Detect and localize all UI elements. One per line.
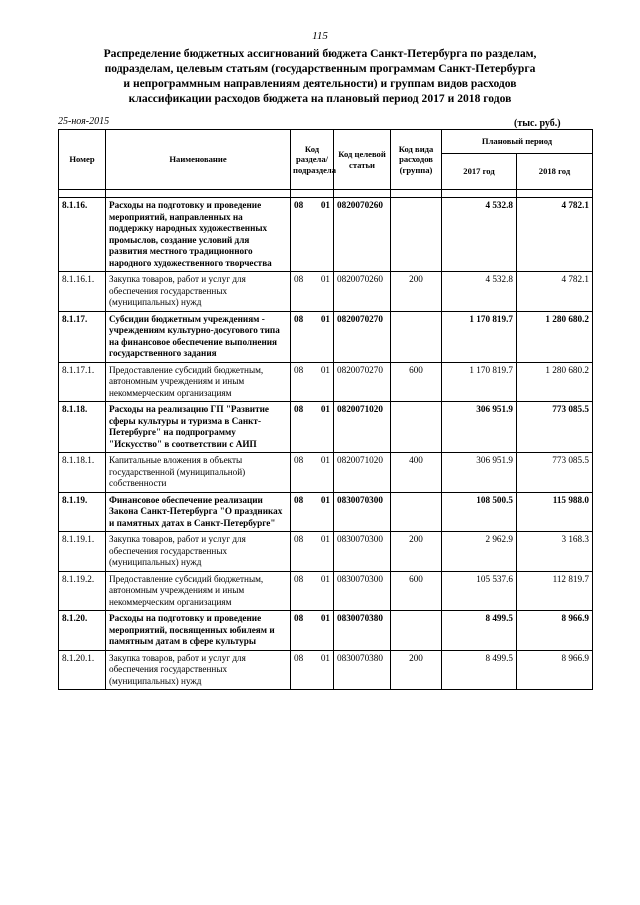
row-number: 8.1.18.1. <box>59 453 106 493</box>
header-section: Код раздела/ подраздела <box>291 130 334 190</box>
section-code: 08 <box>294 613 304 623</box>
row-2018: 4 782.1 <box>517 272 593 312</box>
header-type: Код вида расходов (группа) <box>391 130 442 190</box>
header-planned-period: Плановый период <box>442 130 593 154</box>
row-type: 200 <box>391 650 442 690</box>
row-type: 600 <box>391 362 442 402</box>
row-article: 0820071020 <box>334 402 391 453</box>
header-article: Код целевой статьи <box>334 130 391 190</box>
row-2017: 108 500.5 <box>442 492 517 532</box>
section-code: 08 <box>294 534 304 544</box>
row-name: Финансовое обеспечение реализации Закона Санкт-Петербурга "О праздниках и памятных датах в Санкт-Петербурге" <box>106 492 291 532</box>
row-section <box>291 272 334 312</box>
row-section <box>291 571 334 611</box>
row-name: Расходы на подготовку и проведение мероприятий, посвященных юбилеям и памятным датам в сфере культуры <box>106 611 291 651</box>
section-code: 08 <box>294 200 304 210</box>
header-2017: 2017 год <box>442 154 517 190</box>
table-row <box>59 532 593 572</box>
table-row <box>59 311 593 362</box>
section-code: 08 <box>294 455 304 465</box>
header-spacer <box>59 190 593 198</box>
row-type: 200 <box>391 532 442 572</box>
row-section <box>291 198 334 272</box>
row-section <box>291 492 334 532</box>
table-row <box>59 362 593 402</box>
units-label: (тыс. руб.) <box>514 118 561 129</box>
table-header <box>59 130 593 198</box>
table-row <box>59 611 593 651</box>
page-number: 115 <box>312 30 328 42</box>
budget-table <box>58 129 593 690</box>
row-2017: 1 170 819.7 <box>442 311 517 362</box>
row-article: 0820070260 <box>334 198 391 272</box>
title-line: классификации расходов бюджета на плановый период 2017 и 2018 годов <box>128 92 512 105</box>
row-name: Закупка товаров, работ и услуг для обеспечения государственных (муниципальных) нужд <box>106 272 291 312</box>
table-row <box>59 402 593 453</box>
row-2018: 115 988.0 <box>517 492 593 532</box>
section-code: 08 <box>294 274 304 284</box>
row-article: 0830070380 <box>334 611 391 651</box>
title-line: и непрограммным направлениям деятельности) и группам видов расходов <box>123 77 517 90</box>
row-article: 0820070270 <box>334 311 391 362</box>
row-type <box>391 402 442 453</box>
row-2018: 8 966.9 <box>517 611 593 651</box>
table-row <box>59 453 593 493</box>
row-section <box>291 311 334 362</box>
section-code: 08 <box>294 573 304 584</box>
header-2018: 2018 год <box>517 154 593 190</box>
table-row <box>59 272 593 312</box>
subsection-code: 01 <box>320 313 330 324</box>
row-number: 8.1.19. <box>59 492 106 532</box>
table-row <box>59 650 593 690</box>
section-code: 08 <box>294 652 304 663</box>
row-name: Предоставление субсидий бюджетным, автономным учреждениям и иным некоммерческим организациям <box>106 362 291 402</box>
row-number: 8.1.16. <box>59 198 106 272</box>
header-name: Наименование <box>106 130 291 190</box>
subsection-code: 01 <box>320 274 330 284</box>
row-2018: 8 966.9 <box>517 650 593 690</box>
row-name: Предоставление субсидий бюджетным, автономным учреждениям и иным некоммерческим организациям <box>106 571 291 611</box>
row-name: Закупка товаров, работ и услуг для обеспечения государственных (муниципальных) нужд <box>106 650 291 690</box>
row-2018: 773 085.5 <box>517 402 593 453</box>
row-2018: 1 280 680.2 <box>517 362 593 402</box>
row-2017: 105 537.6 <box>442 571 517 611</box>
row-2018: 4 782.1 <box>517 198 593 272</box>
row-name: Капитальные вложения в объекты государственной (муниципальной) собственности <box>106 453 291 493</box>
row-article: 0830070300 <box>334 532 391 572</box>
row-article: 0820070260 <box>334 272 391 312</box>
row-article: 0820070270 <box>334 362 391 402</box>
row-number: 8.1.20.1. <box>59 650 106 690</box>
row-article: 0830070380 <box>334 650 391 690</box>
row-article: 0830070300 <box>334 492 391 532</box>
subsection-code: 01 <box>320 455 330 465</box>
document-date: 25-ноя-2015 <box>58 116 110 127</box>
subsection-code: 01 <box>320 200 330 210</box>
subsection-code: 01 <box>320 652 330 663</box>
subsection-code: 01 <box>320 573 330 584</box>
section-code: 08 <box>294 494 304 505</box>
section-code: 08 <box>294 313 304 324</box>
row-number: 8.1.20. <box>59 611 106 651</box>
row-number: 8.1.17.1. <box>59 362 106 402</box>
row-2017: 4 532.8 <box>442 198 517 272</box>
row-type <box>391 311 442 362</box>
subsection-code: 01 <box>320 364 330 375</box>
row-section <box>291 402 334 453</box>
section-code: 08 <box>294 364 304 375</box>
row-section <box>291 532 334 572</box>
row-type <box>391 198 442 272</box>
row-type: 600 <box>391 571 442 611</box>
row-section <box>291 650 334 690</box>
row-2017: 8 499.5 <box>442 650 517 690</box>
document-title <box>60 46 580 106</box>
row-number: 8.1.16.1. <box>59 272 106 312</box>
row-name: Расходы на реализацию ГП "Развитие сферы культуры и туризма в Санкт-Петербурге" на подпрограмму "Искусство" в соответствии с АИП <box>106 402 291 453</box>
table-body <box>59 198 593 690</box>
row-2018: 3 168.3 <box>517 532 593 572</box>
subsection-code: 01 <box>320 404 330 414</box>
row-2018: 112 819.7 <box>517 571 593 611</box>
row-name: Расходы на подготовку и проведение мероприятий, направленных на поддержку народных художественных промыслов, создание условий для развития местного традиционного народного художественного творчества <box>106 198 291 272</box>
row-number: 8.1.19.1. <box>59 532 106 572</box>
row-number: 8.1.18. <box>59 402 106 453</box>
row-type <box>391 492 442 532</box>
row-section <box>291 611 334 651</box>
row-2018: 773 085.5 <box>517 453 593 493</box>
row-type: 200 <box>391 272 442 312</box>
title-line: подразделам, целевым статьям (государственным программам Санкт-Петербурга <box>104 62 536 75</box>
row-article: 0830070300 <box>334 571 391 611</box>
row-2017: 306 951.9 <box>442 453 517 493</box>
row-number: 8.1.17. <box>59 311 106 362</box>
header-number: Номер <box>59 130 106 190</box>
row-2017: 2 962.9 <box>442 532 517 572</box>
row-2018: 1 280 680.2 <box>517 311 593 362</box>
row-section <box>291 453 334 493</box>
row-type: 400 <box>391 453 442 493</box>
row-number: 8.1.19.2. <box>59 571 106 611</box>
table-row <box>59 571 593 611</box>
title-line: Распределение бюджетных ассигнований бюджета Санкт-Петербурга по разделам, <box>103 47 537 60</box>
subsection-code: 01 <box>320 534 330 544</box>
row-2017: 4 532.8 <box>442 272 517 312</box>
subsection-code: 01 <box>320 613 330 623</box>
row-article: 0820071020 <box>334 453 391 493</box>
subsection-code: 01 <box>320 494 330 505</box>
row-2017: 8 499.5 <box>442 611 517 651</box>
table-row <box>59 492 593 532</box>
row-2017: 306 951.9 <box>442 402 517 453</box>
row-2017: 1 170 819.7 <box>442 362 517 402</box>
table-row <box>59 198 593 272</box>
row-name: Субсидии бюджетным учреждениям - учреждениям культурно-досугового типа на финансовое обеспечение выполнения государственного задания <box>106 311 291 362</box>
row-type <box>391 611 442 651</box>
section-code: 08 <box>294 404 304 414</box>
row-section <box>291 362 334 402</box>
row-name: Закупка товаров, работ и услуг для обеспечения государственных (муниципальных) нужд <box>106 532 291 572</box>
